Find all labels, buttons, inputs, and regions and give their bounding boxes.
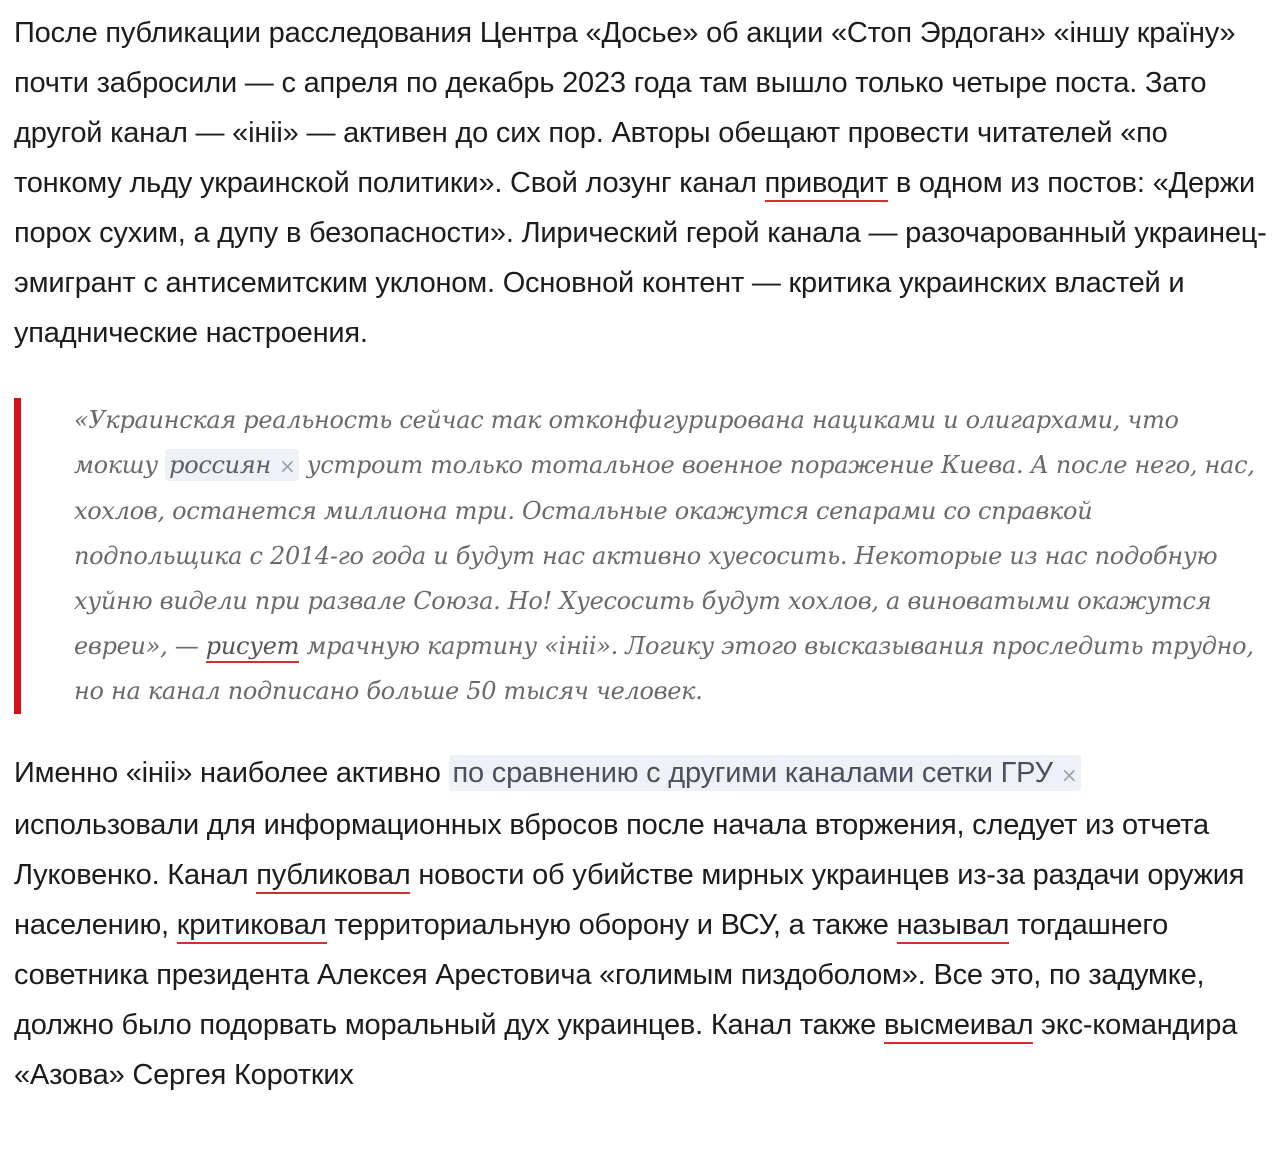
article-body xyxy=(14,8,1270,1100)
paragraph-2-text-f: экс-командира «Азова» Сергея Коротких xyxy=(14,1009,1238,1091)
highlight-chip-sravneniyu xyxy=(449,755,1082,791)
paragraph-2-text-d: территориальную оборону и ВСУ, а также xyxy=(326,909,897,941)
paragraph-2 xyxy=(14,748,1270,1100)
link-nazyval[interactable]: называл xyxy=(897,909,1010,944)
paragraph-1-text-a: После публикации расследования Центра «Досье» об акции «Стоп Эрдоган» «іншу країну» почти забросили — с апреля по декабрь 2023 года там вышло только четыре поста. Зато другой канал — «ініі» — активен до сих пор. Авторы обещают провести читателей «по тонкому льду украинской политики». Свой лозунг канал xyxy=(14,17,1236,199)
link-kritikoval[interactable]: критиковал xyxy=(177,909,327,944)
quote-accent-bar xyxy=(14,398,21,714)
link-risuet[interactable]: рисует xyxy=(206,632,299,663)
highlight-chip-label: по сравнению с другими каналами сетки ГРУ xyxy=(452,757,1053,789)
close-icon[interactable]: × xyxy=(1060,763,1078,787)
link-vysmeival[interactable]: высмеивал xyxy=(884,1009,1033,1044)
quote-text-b: устроит только тотальное военное поражение Киева. А после него, нас, хохлов, останется миллиона три. Остальные окажутся сепарами со справкой подпольщика с 2014-го года и будут нас активно хуесосить. Некоторые из нас подобную хуйню видели при развале Союза. Но! Хуесосить будут хохлов, а виноватыми окажутся евреи», — xyxy=(74,451,1255,660)
paragraph-1-text-b: в одном из постов: «Держи порох сухим, а дупу в безопасности». Лирический герой канала — разочарованный украинец-эмигрант с антисемитским уклоном. Основной контент — критика украинских властей и упаднические настроения. xyxy=(14,167,1267,349)
quote-text xyxy=(74,398,1266,714)
link-privodit[interactable]: приводит xyxy=(765,167,888,202)
paragraph-1 xyxy=(14,8,1270,358)
highlight-chip-label: россиян xyxy=(169,451,271,479)
highlight-chip-rossiyan xyxy=(165,449,299,481)
link-publikoval[interactable]: публиковал xyxy=(256,859,410,894)
paragraph-2-text-e: тогдашнего советника президента Алексея Арестовича «голимым пиздоболом». Все это, по задумке, должно было подорвать моральный дух украинцев. Канал также xyxy=(14,909,1205,1041)
paragraph-2-text-c: новости об убийстве мирных украинцев из-за раздачи оружия населению, xyxy=(14,859,1245,941)
quote-text-a: «Украинская реальность сейчас так отконфигурирована нациками и олигархами, что мокшу xyxy=(74,406,1179,479)
paragraph-2-text-b: использовали для информационных вбросов после начала вторжения, следует из отчета Луковенко. Канал xyxy=(14,809,1209,891)
close-icon[interactable]: × xyxy=(278,454,296,478)
paragraph-2-text-a: Именно «ініі» наиболее активно xyxy=(14,757,449,789)
blockquote xyxy=(14,398,1270,714)
quote-text-c: мрачную картину «ініі». Логику этого высказывания проследить трудно, но на канал подписано больше 50 тысяч человек. xyxy=(74,632,1254,705)
